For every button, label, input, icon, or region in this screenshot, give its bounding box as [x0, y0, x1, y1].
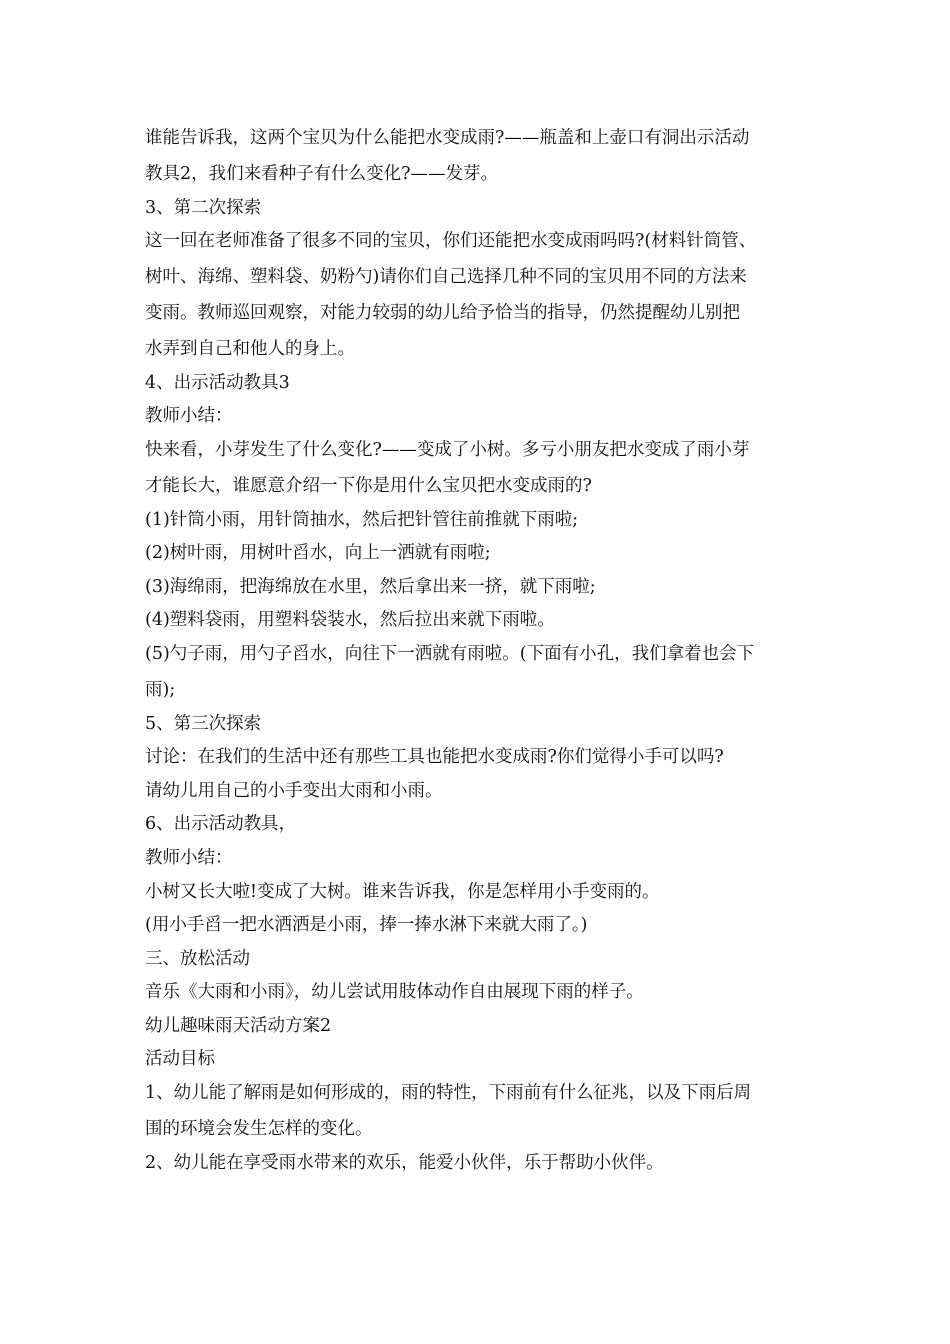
text-line: 小树又长大啦!变成了大树。谁来告诉我，你是怎样用小手变雨的。 — [145, 881, 660, 902]
text-line: 才能长大，谁愿意介绍一下你是用什么宝贝把水变成雨的? — [145, 475, 592, 496]
text-line: (3)海绵雨，把海绵放在水里，然后拿出来一挤，就下雨啦; — [145, 576, 596, 597]
text-line: 这一回在老师准备了很多不同的宝贝，你们还能把水变成雨吗吗?(材料针筒管、 — [145, 231, 757, 252]
text-line: 围的环境会发生怎样的变化。 — [145, 1119, 373, 1140]
text-line: (用小手舀一把水洒洒是小雨，捧一捧水淋下来就大雨了。) — [145, 915, 588, 936]
text-line: 树叶、海绵、塑料袋、奶粉勺)请你们自己选择几种不同的宝贝用不同的方法来 — [145, 267, 747, 288]
text-line: 教师小结： — [145, 406, 233, 427]
text-line: 教具2，我们来看种子有什么变化?——发芽。 — [145, 164, 499, 184]
text-line: 2、幼儿能在享受雨水带来的欢乐，能爱小伙伴，乐于帮助小伙伴。 — [145, 1152, 664, 1173]
text-line: 水弄到自己和他人的身上。 — [145, 339, 355, 360]
text-line: 3、第二次探索 — [145, 197, 262, 218]
text-line: 幼儿趣味雨天活动方案2 — [145, 1015, 332, 1036]
text-line: 6、出示活动教具， — [145, 814, 297, 835]
text-line: 教师小结： — [145, 847, 233, 868]
text-line: 音乐《大雨和小雨》，幼儿尝试用肢体动作自由展现下雨的样子。 — [145, 982, 644, 1003]
text-line: (1)针筒小雨，用针筒抽水，然后把针管往前推就下雨啦; — [145, 509, 579, 530]
text-line: 4、出示活动教具3 — [145, 372, 290, 393]
text-line: 讨论：在我们的生活中还有那些工具也能把水变成雨?你们觉得小手可以吗? — [145, 747, 724, 768]
text-line: (4)塑料袋雨，用塑料袋装水，然后拉出来就下雨啦。 — [145, 610, 555, 631]
text-line: (5)勺子雨，用勺子舀水，向往下一洒就有雨啦。(下面有小孔，我们拿着也会下 — [145, 643, 755, 664]
text-line: 5、第三次探索 — [145, 713, 262, 734]
text-line: 活动目标 — [145, 1049, 215, 1070]
text-line: 三、放松活动 — [145, 948, 250, 969]
text-line: (2)树叶雨，用树叶舀水，向上一洒就有雨啦; — [145, 543, 491, 564]
text-line: 雨); — [145, 679, 176, 700]
text-line: 请幼儿用自己的小手变出大雨和小雨。 — [145, 780, 443, 801]
text-line: 谁能告诉我，这两个宝贝为什么能把水变成雨?——瓶盖和上壶口有洞出示活动 — [145, 128, 750, 148]
text-line: 1、幼儿能了解雨是如何形成的，雨的特性，下雨前有什么征兆，以及下雨后周 — [145, 1083, 752, 1104]
text-line: 变雨。教师巡回观察，对能力较弱的幼儿给予恰当的指导，仍然提醒幼儿别把 — [145, 303, 740, 324]
text-line: 快来看，小芽发生了什么变化?——变成了小树。多亏小朋友把水变成了雨小芽 — [145, 439, 750, 460]
document-body — [145, 122, 835, 1180]
